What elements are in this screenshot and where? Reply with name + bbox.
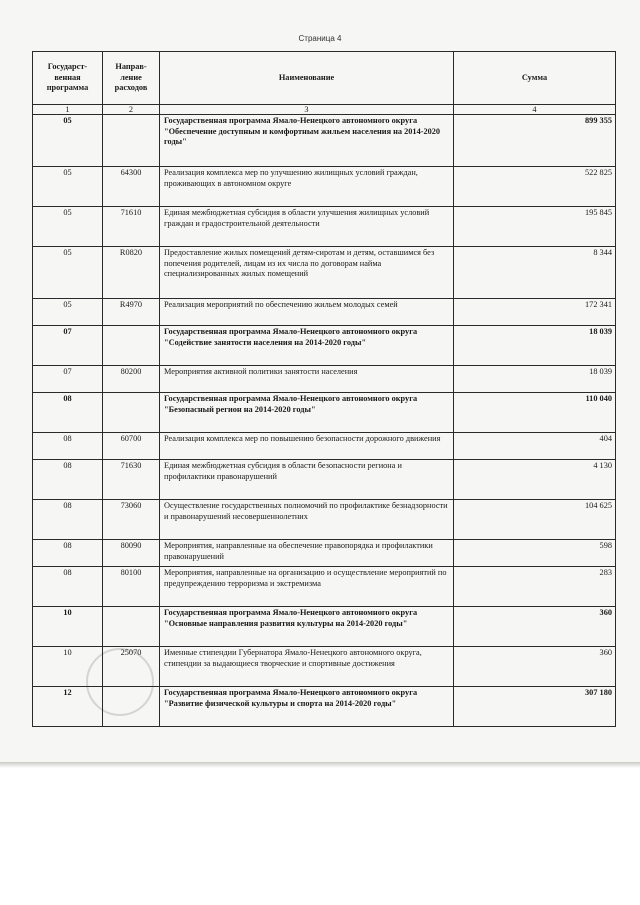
item-name-cell: Единая межбюджетная субсидия в области улучшения жилищных условий граждан и градостроительной деятельности <box>160 207 454 247</box>
header-direction: Направ-ление расходов <box>103 52 160 105</box>
page-edge-shadow <box>0 762 640 768</box>
sum-cell: 18 039 <box>454 366 616 393</box>
program-code-cell: 05 <box>33 167 103 207</box>
sum-cell: 899 355 <box>454 115 616 167</box>
table-row <box>33 299 616 326</box>
header-name: Наименование <box>160 52 454 105</box>
header-program: Государст-венная программа <box>33 52 103 105</box>
sum-cell: 360 <box>454 607 616 647</box>
header-sum: Сумма <box>454 52 616 105</box>
sum-cell: 404 <box>454 433 616 460</box>
table-row <box>33 167 616 207</box>
item-name-cell: Государственная программа Ямало-Ненецкого автономного округа "Безопасный регион на 2014-2020 годы" <box>160 393 454 433</box>
item-name-cell: Мероприятия, направленные на обеспечение правопорядка и профилактики правонарушений <box>160 540 454 567</box>
item-name-cell: Государственная программа Ямало-Ненецкого автономного округа "Обеспечение доступным и комфортным жильем населения на 2014-2020 годы" <box>160 115 454 167</box>
table-row <box>33 460 616 500</box>
program-code-cell: 10 <box>33 647 103 687</box>
program-code-cell: 05 <box>33 247 103 299</box>
item-name-cell: Осуществление государственных полномочий по профилактике безнадзорности и правонарушений несовершеннолетних <box>160 500 454 540</box>
program-code-cell: 10 <box>33 607 103 647</box>
column-number-row <box>33 105 616 115</box>
table-row <box>33 567 616 607</box>
program-code-cell: 08 <box>33 393 103 433</box>
column-number: 3 <box>160 105 454 115</box>
column-number: 1 <box>33 105 103 115</box>
table-row <box>33 647 616 687</box>
direction-code-cell <box>103 393 160 433</box>
program-row <box>33 393 616 433</box>
sum-cell: 172 341 <box>454 299 616 326</box>
direction-code-cell: R0820 <box>103 247 160 299</box>
direction-code-cell: 60700 <box>103 433 160 460</box>
direction-code-cell <box>103 687 160 727</box>
program-code-cell: 12 <box>33 687 103 727</box>
item-name-cell: Государственная программа Ямало-Ненецкого автономного округа "Развитие физической культуры и спорта на 2014-2020 годы" <box>160 687 454 727</box>
sum-cell: 360 <box>454 647 616 687</box>
item-name-cell: Государственная программа Ямало-Ненецкого автономного округа "Содействие занятости населения на 2014-2020 годы" <box>160 326 454 366</box>
item-name-cell: Реализация мероприятий по обеспечению жильем молодых семей <box>160 299 454 326</box>
direction-code-cell: 25070 <box>103 647 160 687</box>
program-code-cell: 08 <box>33 500 103 540</box>
table-row <box>33 500 616 540</box>
program-row <box>33 115 616 167</box>
program-code-cell: 08 <box>33 433 103 460</box>
table-row <box>33 540 616 567</box>
sum-cell: 8 344 <box>454 247 616 299</box>
item-name-cell: Именные стипендии Губернатора Ямало-Ненецкого автономного округа, стипендии за выдающиеся творческие и спортивные достижения <box>160 647 454 687</box>
sum-cell: 104 625 <box>454 500 616 540</box>
direction-code-cell <box>103 115 160 167</box>
direction-code-cell: 80100 <box>103 567 160 607</box>
program-row <box>33 687 616 727</box>
item-name-cell: Государственная программа Ямало-Ненецкого автономного округа "Основные направления развития культуры на 2014-2020 годы" <box>160 607 454 647</box>
table-row <box>33 207 616 247</box>
item-name-cell: Реализация комплекса мер по улучшению жилищных условий граждан, проживающих в автономном округе <box>160 167 454 207</box>
table-row <box>33 366 616 393</box>
sum-cell: 283 <box>454 567 616 607</box>
program-code-cell: 08 <box>33 540 103 567</box>
column-number: 2 <box>103 105 160 115</box>
program-code-cell: 07 <box>33 366 103 393</box>
item-name-cell: Предоставление жилых помещений детям-сиротам и детям, оставшимся без попечения родителей, лицам из их числа по договорам найма специализированных жилых помещений <box>160 247 454 299</box>
column-number: 4 <box>454 105 616 115</box>
program-code-cell: 05 <box>33 299 103 326</box>
sum-cell: 18 039 <box>454 326 616 366</box>
table-row <box>33 433 616 460</box>
item-name-cell: Мероприятия, направленные на организацию и осуществление мероприятий по предупреждению терроризма и экстремизма <box>160 567 454 607</box>
program-code-cell: 08 <box>33 567 103 607</box>
direction-code-cell <box>103 607 160 647</box>
direction-code-cell: 71630 <box>103 460 160 500</box>
table-row <box>33 247 616 299</box>
table-body <box>33 115 616 727</box>
sum-cell: 522 825 <box>454 167 616 207</box>
program-row <box>33 326 616 366</box>
direction-code-cell <box>103 326 160 366</box>
program-row <box>33 607 616 647</box>
item-name-cell: Мероприятия активной политики занятости населения <box>160 366 454 393</box>
header-row <box>33 52 616 105</box>
sum-cell: 598 <box>454 540 616 567</box>
program-code-cell: 07 <box>33 326 103 366</box>
sum-cell: 195 845 <box>454 207 616 247</box>
sum-cell: 4 130 <box>454 460 616 500</box>
budget-table <box>32 51 616 727</box>
direction-code-cell: 71610 <box>103 207 160 247</box>
program-code-cell: 05 <box>33 115 103 167</box>
direction-code-cell: 80090 <box>103 540 160 567</box>
direction-code-cell: 64300 <box>103 167 160 207</box>
direction-code-cell: 73060 <box>103 500 160 540</box>
page-number-label: Страница 4 <box>298 34 342 43</box>
sum-cell: 307 180 <box>454 687 616 727</box>
item-name-cell: Единая межбюджетная субсидия в области безопасности региона и профилактики правонарушений <box>160 460 454 500</box>
program-code-cell: 05 <box>33 207 103 247</box>
direction-code-cell: 80200 <box>103 366 160 393</box>
item-name-cell: Реализация комплекса мер по повышению безопасности дорожного движения <box>160 433 454 460</box>
sum-cell: 110 040 <box>454 393 616 433</box>
direction-code-cell: R4970 <box>103 299 160 326</box>
program-code-cell: 08 <box>33 460 103 500</box>
